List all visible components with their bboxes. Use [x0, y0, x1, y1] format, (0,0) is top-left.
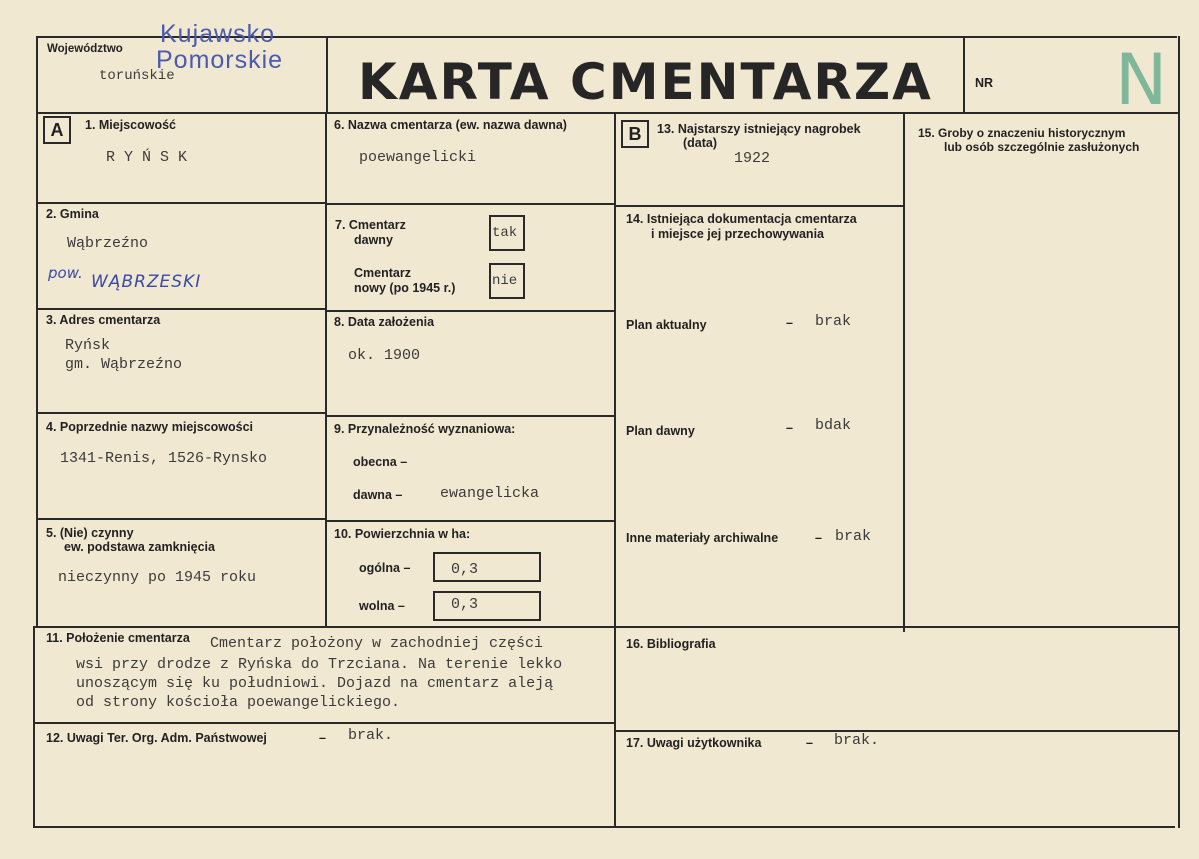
f8-value: ok. 1900 [348, 347, 421, 364]
f11-line4: od strony kościoła poewangelickiego. [76, 694, 401, 711]
f9-obecna-label: obecna – [353, 455, 408, 469]
f7-label-new-line2: nowy (po 1945 r.) [354, 281, 456, 295]
row-line-4 [36, 518, 326, 520]
f7-new-box-value: nie [492, 273, 518, 289]
f9-dawna-label: dawna – [353, 488, 403, 502]
row-line-7 [325, 415, 615, 417]
f14-plan-dawny-dash: – [786, 421, 793, 435]
wojewodztwo-value: toruńskie [99, 68, 175, 84]
stamp-line-1: Kujawsko [160, 20, 275, 48]
f10-ogolna-value: 0,3 [451, 561, 479, 578]
f14-plan-dawny-value: bdak [815, 417, 852, 434]
f14-label-line1: 14. Istniejąca dokumentacja cmentarza [626, 212, 857, 226]
section-b-letter: B [621, 120, 649, 148]
f10-wolna-label: wolna – [359, 599, 405, 613]
f2-value: Wąbrzeźno [67, 235, 149, 252]
f11-line3: unoszącym się ku południowi. Dojazd na cmentarz aleją [76, 675, 554, 692]
col-divider-2 [614, 112, 616, 828]
stamp-line-2: Pomorskie [156, 46, 284, 74]
f2-label: 2. Gmina [46, 207, 99, 221]
wojewodztwo-label: Województwo [47, 43, 123, 55]
page-title: KARTA CMENTARZA [358, 53, 933, 111]
header-bottom [36, 112, 1178, 114]
row-line-5 [325, 203, 615, 205]
f5-label-line1: 5. (Nie) czynny [46, 526, 134, 540]
f14-plan-dawny-label: Plan dawny [626, 424, 695, 438]
f10-ogolna-box [433, 552, 541, 582]
f1-value: R Y Ń S K [106, 149, 188, 166]
row-line-9 [614, 205, 904, 207]
f15-label-line2: lub osób szczególnie zasłużonych [944, 140, 1140, 154]
row-line-11 [33, 722, 615, 724]
f12-dash: – [319, 731, 326, 745]
nr-mark: N [1115, 39, 1168, 121]
f11-label: 11. Położenie cmentarza [46, 631, 190, 645]
f13-label-line1: 13. Najstarszy istniejący nagrobek [657, 122, 861, 136]
f10-wolna-box [433, 591, 541, 621]
f14-inne-dash: – [815, 531, 822, 545]
f13-label-line2: (data) [683, 136, 718, 150]
f14-plan-aktualny-dash: – [786, 316, 793, 330]
f3-value-line1: Ryńsk [65, 337, 111, 354]
f14-label-line2: i miejsce jej przechowywania [651, 227, 824, 241]
f2-hand-prefix: pow. [48, 264, 83, 282]
col-divider-1 [325, 112, 327, 628]
f5-label-line2: ew. podstawa zamknięcia [64, 540, 215, 554]
f6-value: poewangelicki [359, 149, 477, 166]
f14-inne-value: brak [835, 528, 872, 545]
f14-plan-aktualny-label: Plan aktualny [626, 318, 707, 332]
f7-label-old-line2: dawny [354, 233, 393, 247]
header-divider-right [963, 36, 965, 114]
f5-value: nieczynny po 1945 roku [58, 569, 257, 586]
row-line-6 [325, 310, 615, 312]
f1-label: 1. Miejscowość [85, 118, 177, 132]
col-divider-3 [903, 112, 905, 632]
row-line-8 [325, 520, 615, 522]
f8-label: 8. Data założenia [334, 315, 435, 329]
row-line-1 [36, 202, 326, 204]
f14-inne-label: Inne materiały archiwalne [626, 531, 779, 545]
f6-label: 6. Nazwa cmentarza (ew. nazwa dawna) [334, 118, 567, 132]
f7-new-box [489, 263, 525, 299]
f10-label: 10. Powierzchnia w ha: [334, 527, 471, 541]
f3-label: 3. Adres cmentarza [46, 313, 161, 327]
f11-line2: wsi przy drodze z Ryńska do Trzciana. Na terenie lekko [76, 656, 563, 673]
header-divider-left [326, 36, 328, 114]
f9-dawna-value: ewangelicka [440, 485, 540, 502]
f17-value: brak. [834, 732, 880, 749]
section-a-letter: A [43, 116, 71, 144]
frame-left-lower [33, 626, 35, 828]
f17-label: 17. Uwagi użytkownika [626, 736, 762, 750]
f14-plan-aktualny-value: brak [815, 313, 852, 330]
f17-dash: – [806, 736, 813, 750]
f7-label-old-line1: 7. Cmentarz [335, 218, 406, 232]
f7-old-box-value: tak [492, 225, 518, 241]
f7-label-new-line1: Cmentarz [354, 266, 411, 280]
f9-label: 9. Przynależność wyznaniowa: [334, 422, 516, 436]
f2-hand-value: WĄBRZESKI [91, 272, 202, 292]
f12-label: 12. Uwagi Ter. Org. Adm. Państwowej [46, 731, 267, 745]
f4-label: 4. Poprzednie nazwy miejscowości [46, 420, 254, 434]
f3-value-line2: gm. Wąbrzeźno [65, 356, 183, 373]
f11-line1: Cmentarz położony w zachodniej części [210, 635, 544, 652]
f15-label-line1: 15. Groby o znaczeniu historycznym [918, 126, 1126, 140]
f16-label: 16. Bibliografia [626, 637, 716, 651]
f12-value: brak. [348, 727, 394, 744]
f7-old-box [489, 215, 525, 251]
row-line-3 [36, 412, 326, 414]
f10-ogolna-label: ogólna – [359, 561, 411, 575]
frame-bottom [33, 826, 1175, 828]
row-line-10 [33, 626, 1179, 628]
row-line-2 [36, 308, 326, 310]
f4-value: 1341-Renis, 1526-Rynsko [60, 450, 268, 467]
row-line-12 [614, 730, 1178, 732]
frame-right [1178, 36, 1180, 828]
f10-wolna-value: 0,3 [451, 596, 479, 613]
f13-value: 1922 [734, 150, 771, 167]
nr-label: NR [975, 76, 994, 90]
frame-left [36, 36, 38, 626]
